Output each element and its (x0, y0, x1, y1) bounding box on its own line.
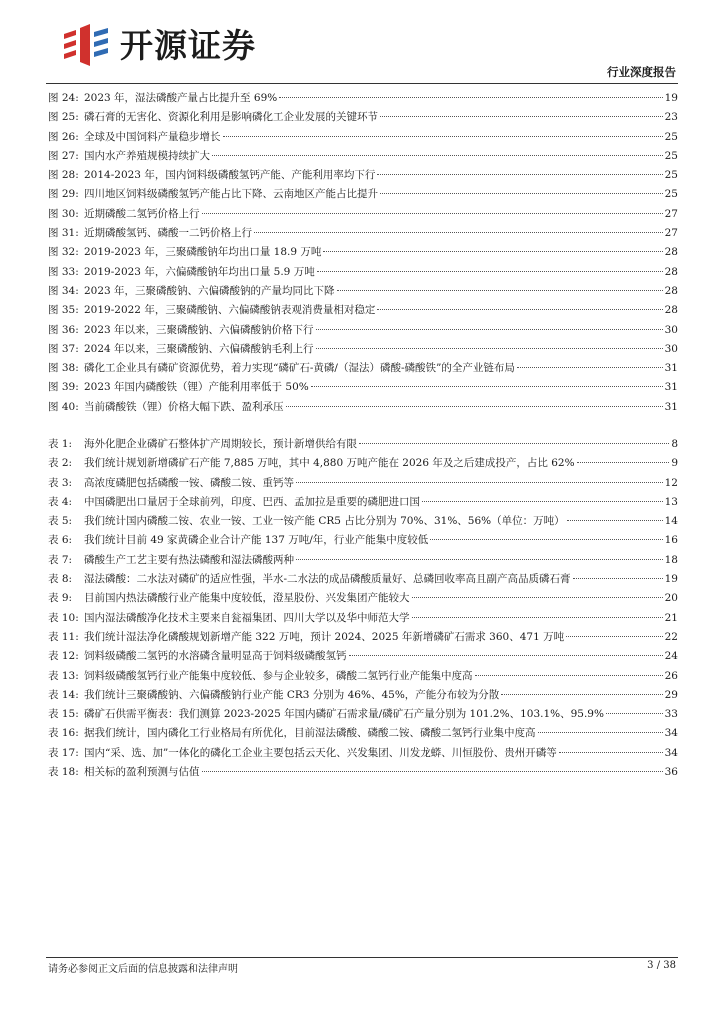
entry-label: 图 31: (48, 227, 79, 240)
dot-leader (337, 290, 663, 291)
entry-title[interactable]: 近期磷酸二氢钙价格上行 (84, 207, 200, 220)
brand-name: 开源证券 (120, 26, 256, 65)
table-entry[interactable] (48, 628, 678, 647)
table-entry[interactable] (48, 474, 678, 493)
figure-entry[interactable] (48, 263, 678, 282)
entry-label: 表 17: (48, 746, 79, 759)
entry-page[interactable]: 27 (664, 227, 678, 240)
entry-label: 表 13: (48, 669, 79, 682)
entry-page[interactable]: 16 (664, 534, 678, 547)
dot-leader (380, 193, 663, 194)
figure-list (48, 89, 678, 417)
dot-leader (223, 136, 663, 137)
dot-leader (501, 694, 662, 695)
entry-label: 表 1: (48, 438, 73, 450)
entry-page[interactable]: 8 (671, 438, 678, 450)
figure-entry[interactable] (48, 378, 678, 397)
entry-label: 表 5: (48, 515, 73, 528)
entry-page[interactable]: 36 (664, 766, 678, 779)
entry-page[interactable]: 18 (664, 553, 678, 566)
entry-label: 图 35: (48, 304, 79, 317)
dot-leader (430, 539, 662, 540)
entry-title[interactable]: 中国磷肥出口量居于全球前列，印度、巴西、孟加拉是重要的磷肥进口国 (84, 495, 420, 508)
table-entry[interactable] (48, 454, 678, 473)
entry-page[interactable]: 9 (671, 457, 678, 470)
entry-title[interactable]: 2019-2023 年，六偏磷酸钠年均出口量 5.9 万吨 (84, 265, 315, 278)
entry-label: 图 40: (48, 400, 79, 413)
logo-mark-icon (60, 22, 116, 70)
entry-title[interactable]: 饲料级磷酸氢钙行业产能集中度较低、参与企业较多，磷酸二氢钙行业产能集中度高 (84, 669, 473, 682)
entry-label: 表 4: (48, 495, 73, 508)
table-entry[interactable] (48, 589, 678, 608)
table-entry[interactable] (48, 493, 678, 512)
entry-title[interactable]: 我们统计国内磷酸二铵、农业一铵、工业一铵产能 CR5 占比分别为 70%、31%、56%（单位：万吨） (84, 515, 565, 528)
entry-label: 表 12: (48, 650, 79, 663)
entry-page[interactable]: 14 (664, 515, 678, 528)
figure-entry[interactable] (48, 166, 678, 185)
dot-leader (202, 213, 663, 214)
dot-leader (296, 559, 663, 560)
dot-leader (422, 501, 663, 502)
entry-label: 图 28: (48, 169, 79, 182)
dot-leader (412, 597, 663, 598)
dot-leader (538, 732, 663, 733)
dot-leader (517, 367, 663, 368)
dot-leader (316, 348, 663, 349)
entry-page[interactable]: 29 (664, 688, 678, 701)
entry-label: 表 8: (48, 573, 73, 586)
entry-label: 图 32: (48, 246, 79, 259)
entry-label: 表 15: (48, 708, 79, 721)
table-entry[interactable] (48, 609, 678, 628)
entry-page[interactable]: 25 (664, 169, 678, 182)
entry-page[interactable]: 30 (664, 323, 678, 336)
figure-entry[interactable] (48, 359, 678, 378)
dot-leader (317, 271, 663, 272)
dot-leader (212, 155, 663, 156)
entry-title[interactable]: 饲料级磷酸二氢钙的水溶磷含量明显高于饲料级磷酸氢钙 (84, 650, 347, 663)
entry-title[interactable]: 国内水产养殖规模持续扩大 (84, 149, 210, 162)
entry-page[interactable]: 28 (664, 284, 678, 297)
entry-label: 表 7: (48, 553, 73, 566)
entry-label: 表 18: (48, 766, 79, 779)
dot-leader (377, 174, 662, 175)
table-entry[interactable] (48, 763, 678, 782)
entry-label: 表 11: (48, 630, 79, 643)
entry-title[interactable]: 2023 年，湿法磷酸产量占比提升至 69% (84, 92, 278, 104)
table-entry[interactable] (48, 647, 678, 666)
table-entry[interactable] (48, 435, 678, 454)
entry-page[interactable]: 31 (664, 362, 678, 375)
entry-page[interactable]: 28 (664, 304, 678, 317)
footer-rule (46, 957, 678, 958)
entry-title[interactable]: 国内“采、选、加”一体化的磷化工企业主要包括云天化、兴发集团、川发龙蟒、川恒股份、贵州开磷等 (84, 746, 557, 759)
dot-leader (286, 406, 663, 407)
table-entry[interactable] (48, 686, 678, 705)
figure-entry[interactable] (48, 128, 678, 147)
entry-title[interactable]: 相关标的盈利预测与估值 (84, 766, 200, 779)
dot-leader (606, 713, 663, 714)
entry-title[interactable]: 磷石膏的无害化、资源化利用是影响磷化工企业发展的关键环节 (84, 111, 378, 124)
entry-label: 表 16: (48, 727, 79, 740)
dot-leader (573, 578, 663, 579)
entry-label: 图 38: (48, 362, 79, 375)
entry-page[interactable]: 30 (664, 342, 678, 355)
entry-label: 图 24: (48, 92, 79, 104)
table-entry[interactable] (48, 744, 678, 763)
table-list (48, 435, 678, 782)
entry-page[interactable]: 20 (664, 592, 678, 605)
dot-leader (296, 482, 663, 483)
entry-title[interactable]: 2024 年以来，三聚磷酸钠、六偏磷酸钠毛利上行 (84, 342, 314, 355)
entry-page[interactable]: 33 (664, 708, 678, 721)
entry-label: 图 33: (48, 265, 79, 278)
dot-leader (202, 771, 663, 772)
brand-logo (60, 22, 280, 70)
entry-title[interactable]: 2023 年，三聚磷酸钠、六偏磷酸钠的产量均同比下降 (84, 284, 335, 297)
figure-entry[interactable] (48, 224, 678, 243)
entry-page[interactable]: 31 (664, 381, 678, 394)
figure-entry[interactable] (48, 321, 678, 340)
dot-leader (412, 617, 663, 618)
entry-label: 表 3: (48, 476, 73, 489)
entry-label: 表 14: (48, 688, 79, 701)
header-rule (46, 83, 678, 84)
figure-entry[interactable] (48, 147, 678, 166)
entry-title[interactable]: 2023 年以来，三聚磷酸钠、六偏磷酸钠价格下行 (84, 323, 314, 336)
dot-leader (254, 232, 663, 233)
entry-page[interactable]: 24 (664, 650, 678, 663)
entry-label: 图 25: (48, 111, 79, 124)
dot-leader (323, 251, 662, 252)
entry-label: 图 27: (48, 149, 79, 162)
figure-entry[interactable] (48, 243, 678, 262)
figure-entry[interactable] (48, 89, 678, 108)
figure-entry[interactable] (48, 340, 678, 359)
entry-title[interactable]: 磷矿石供需平衡表：我们测算 2023-2025 年国内磷矿石需求量/磷矿石产量分别为 101.2%、103.1%、95.9% (84, 708, 604, 721)
entry-label: 图 29: (48, 188, 79, 201)
entry-title[interactable]: 近期磷酸氢钙、磷酸一二钙价格上行 (84, 227, 252, 240)
entry-title[interactable]: 我们统计规划新增磷矿石产能 7,885 万吨，其中 4,880 万吨产能在 2026 年及之后建成投产，占比 62% (84, 457, 575, 470)
figure-entry[interactable] (48, 301, 678, 320)
entry-title[interactable]: 2014-2023 年，国内饲料级磷酸氢钙产能、产能利用率均下行 (84, 169, 376, 182)
entry-page[interactable]: 28 (664, 246, 678, 259)
entry-page[interactable]: 27 (664, 207, 678, 220)
entry-title[interactable]: 据我们统计，国内磷化工行业格局有所优化，目前湿法磷酸、磷酸二铵、磷酸二氢钙行业集中度高 (84, 727, 536, 740)
dot-leader (567, 520, 663, 521)
entry-page[interactable]: 19 (664, 92, 678, 104)
figure-entry[interactable] (48, 205, 678, 224)
dot-leader (559, 752, 663, 753)
entry-title[interactable]: 目前国内热法磷酸行业产能集中度较低，澄星股份、兴发集团产能较大 (84, 592, 410, 605)
entry-label: 图 36: (48, 323, 79, 336)
entry-label: 表 2: (48, 457, 73, 470)
entry-page[interactable]: 22 (664, 630, 678, 643)
entry-title[interactable]: 高浓度磷肥包括磷酸一铵、磷酸二铵、重钙等 (84, 476, 294, 489)
table-entry[interactable] (48, 570, 678, 589)
figure-entry[interactable] (48, 108, 678, 127)
dot-leader (380, 116, 663, 117)
dot-leader (577, 462, 670, 463)
figure-entry[interactable] (48, 398, 678, 417)
dot-leader (279, 97, 662, 98)
entry-title[interactable]: 2019-2023 年，三聚磷酸钠年均出口量 18.9 万吨 (84, 246, 322, 259)
page-number: 3 / 38 (647, 960, 676, 971)
entry-label: 图 30: (48, 207, 79, 220)
entry-label: 表 10: (48, 611, 79, 624)
entry-title[interactable]: 我们统计湿法净化磷酸规划新增产能 322 万吨，预计 2024、2025 年新增磷矿石需求 360、471 万吨 (84, 630, 565, 643)
dot-leader (359, 443, 669, 444)
entry-page[interactable]: 19 (664, 573, 678, 586)
table-entry[interactable] (48, 724, 678, 743)
dot-leader (377, 309, 662, 310)
entry-label: 图 37: (48, 342, 79, 355)
entry-page[interactable]: 25 (664, 188, 678, 201)
dot-leader (566, 636, 663, 637)
entry-title[interactable]: 全球及中国饲料产量稳步增长 (84, 130, 221, 143)
entry-title[interactable]: 海外化肥企业磷矿石整体扩产周期较长，预计新增供给有限 (84, 438, 357, 450)
entry-label: 图 34: (48, 284, 79, 297)
entry-page[interactable]: 25 (664, 149, 678, 162)
entry-title[interactable]: 国内湿法磷酸净化技术主要来自瓮福集团、四川大学以及华中师范大学 (84, 611, 410, 624)
entry-page[interactable]: 25 (664, 130, 678, 143)
entry-title[interactable]: 磷酸生产工艺主要有热法磷酸和湿法磷酸两种 (84, 553, 294, 566)
dot-leader (311, 386, 663, 387)
report-type: 行业深度报告 (607, 65, 676, 79)
entry-page[interactable]: 34 (664, 727, 678, 740)
entry-label: 图 26: (48, 130, 79, 143)
entry-title[interactable]: 当前磷酸铁（锂）价格大幅下跌、盈利承压 (84, 400, 284, 413)
entry-page[interactable]: 12 (664, 476, 678, 489)
entry-title[interactable]: 我们统计目前 49 家黄磷企业合计产能 137 万吨/年，行业产能集中度较低 (84, 534, 429, 547)
footer-disclaimer: 请务必参阅正文后面的信息披露和法律声明 (48, 964, 238, 975)
table-entry[interactable] (48, 551, 678, 570)
entry-page[interactable]: 26 (664, 669, 678, 682)
entry-page[interactable]: 23 (664, 111, 678, 124)
entry-title[interactable]: 湿法磷酸：二水法对磷矿的适应性强，半水-二水法的成品磷酸质量好、总磷回收率高且副产高品质磷石膏 (84, 573, 571, 586)
entry-page[interactable]: 21 (664, 611, 678, 624)
entry-title[interactable]: 磷化工企业具有磷矿资源优势，着力实现“磷矿石-黄磷/（湿法）磷酸-磷酸铁”的全产业链布局 (84, 362, 515, 375)
table-entry[interactable] (48, 512, 678, 531)
entry-label: 表 6: (48, 534, 73, 547)
entry-title[interactable]: 2023 年国内磷酸铁（锂）产能利用率低于 50% (84, 381, 309, 394)
entry-page[interactable]: 31 (664, 400, 678, 413)
entry-title[interactable]: 我们统计三聚磷酸钠、六偏磷酸钠行业产能 CR3 分别为 46%、45%，产能分布较为分散 (84, 688, 500, 701)
entry-label: 图 39: (48, 381, 79, 394)
dot-leader (349, 655, 663, 656)
entry-page[interactable]: 28 (664, 265, 678, 278)
entry-page[interactable]: 34 (664, 746, 678, 759)
table-entry[interactable] (48, 667, 678, 686)
table-entry[interactable] (48, 531, 678, 550)
dot-leader (316, 329, 663, 330)
dot-leader (475, 675, 663, 676)
figure-entry[interactable] (48, 282, 678, 301)
table-entry[interactable] (48, 705, 678, 724)
figure-entry[interactable] (48, 185, 678, 204)
entry-label: 表 9: (48, 592, 73, 605)
entry-title[interactable]: 四川地区饲料级磷酸氢钙产能占比下降、云南地区产能占比提升 (84, 188, 378, 201)
entry-title[interactable]: 2019-2022 年，三聚磷酸钠、六偏磷酸钠表观消费量相对稳定 (84, 304, 376, 317)
entry-page[interactable]: 13 (664, 495, 678, 508)
